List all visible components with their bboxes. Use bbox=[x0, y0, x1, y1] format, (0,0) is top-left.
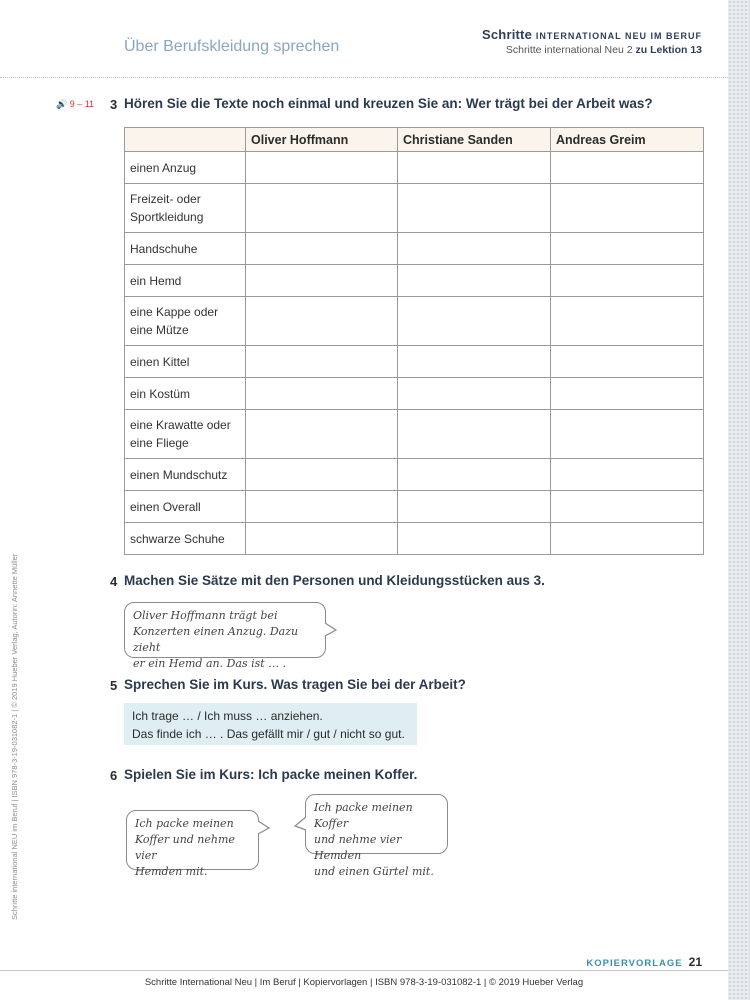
clothing-item-label: einen Overall bbox=[125, 491, 246, 523]
column-header: Andreas Greim bbox=[551, 128, 704, 152]
page-topic: Über Berufskleidung sprechen bbox=[124, 38, 340, 55]
answer-cell[interactable] bbox=[246, 346, 398, 378]
table-row bbox=[125, 184, 704, 233]
answer-cell[interactable] bbox=[246, 410, 398, 459]
brand-subtitle bbox=[482, 44, 702, 56]
answer-cell[interactable] bbox=[246, 378, 398, 410]
table-row bbox=[125, 346, 704, 378]
answer-cell[interactable] bbox=[246, 491, 398, 523]
answer-cell[interactable] bbox=[398, 491, 551, 523]
phrase-box bbox=[124, 703, 417, 745]
clothing-item-label: eine Kappe oder eine Mütze bbox=[125, 297, 246, 346]
answer-cell[interactable] bbox=[551, 346, 704, 378]
page-edge-strip bbox=[728, 0, 750, 1000]
header-divider bbox=[0, 76, 728, 78]
exercise-3-title: Hören Sie die Texte noch einmal und kreuzen Sie an: Wer trägt bei der Arbeit was? bbox=[124, 96, 653, 111]
answer-cell[interactable] bbox=[246, 265, 398, 297]
exercise-3-number: 3 bbox=[110, 97, 118, 112]
table-row bbox=[125, 152, 704, 184]
brand-book: Schritte international Neu 2 bbox=[505, 44, 633, 56]
clothing-item-label: einen Kittel bbox=[125, 346, 246, 378]
exercise-6-number: 6 bbox=[110, 768, 118, 783]
answer-cell[interactable] bbox=[398, 378, 551, 410]
exercise-4-number: 4 bbox=[110, 574, 118, 589]
answer-cell[interactable] bbox=[551, 265, 704, 297]
answer-cell[interactable] bbox=[398, 346, 551, 378]
answer-cell[interactable] bbox=[551, 297, 704, 346]
exercise-6-title: Spielen Sie im Kurs: Ich packe meinen Koffer. bbox=[124, 767, 418, 782]
answer-cell[interactable] bbox=[398, 297, 551, 346]
table-row bbox=[125, 233, 704, 265]
clothing-item-label: einen Mundschutz bbox=[125, 459, 246, 491]
answer-cell[interactable] bbox=[246, 523, 398, 555]
answer-cell[interactable] bbox=[398, 152, 551, 184]
side-credit: Schritte international NEU im Beruf | ISBN 978-3-19-031082-1 | © 2019 Hueber Verlag, Autorin: Annette Müller bbox=[10, 553, 19, 920]
speech-bubble-left: Ich packe meinen Koffer und nehme vier Hemden mit. bbox=[126, 810, 259, 870]
table-row bbox=[125, 410, 704, 459]
exercise-5-number: 5 bbox=[110, 678, 118, 693]
table-row bbox=[125, 265, 704, 297]
table-header-row bbox=[125, 128, 704, 152]
clothing-item-label: Handschuhe bbox=[125, 233, 246, 265]
table-row bbox=[125, 523, 704, 555]
phrase-line: Das finde ich … . Das gefällt mir / gut / nicht so gut. bbox=[132, 727, 405, 741]
answer-cell[interactable] bbox=[398, 523, 551, 555]
answer-cell[interactable] bbox=[551, 410, 704, 459]
speech-bubble-right-tail bbox=[293, 816, 307, 832]
answer-cell[interactable] bbox=[551, 378, 704, 410]
answer-cell[interactable] bbox=[551, 152, 704, 184]
answer-cell[interactable] bbox=[246, 459, 398, 491]
table-row bbox=[125, 378, 704, 410]
page-number: 21 bbox=[688, 955, 702, 969]
clothing-item-label: einen Anzug bbox=[125, 152, 246, 184]
answer-cell[interactable] bbox=[551, 523, 704, 555]
answer-cell[interactable] bbox=[246, 297, 398, 346]
answer-cell[interactable] bbox=[398, 265, 551, 297]
answer-cell[interactable] bbox=[551, 233, 704, 265]
clothing-item-label: eine Krawatte oder eine Fliege bbox=[125, 410, 246, 459]
brand-title bbox=[482, 27, 702, 42]
column-header: Oliver Hoffmann bbox=[246, 128, 398, 152]
table-row bbox=[125, 491, 704, 523]
brand-block bbox=[482, 27, 702, 56]
answer-cell[interactable] bbox=[246, 152, 398, 184]
answer-cell[interactable] bbox=[398, 233, 551, 265]
answer-cell[interactable] bbox=[398, 410, 551, 459]
brand-small: INTERNATIONAL NEU IM BERUF bbox=[535, 31, 702, 41]
clothing-item-label: schwarze Schuhe bbox=[125, 523, 246, 555]
speech-bubble-left-tail bbox=[257, 820, 271, 836]
audio-track-icon[interactable]: 🔊 9 – 11 bbox=[56, 99, 95, 109]
phrase-line: Ich trage … / Ich muss … anziehen. bbox=[132, 709, 323, 723]
answer-cell[interactable] bbox=[551, 459, 704, 491]
speech-bubble-tail bbox=[324, 622, 338, 638]
brand-lesson: zu Lektion 13 bbox=[635, 44, 702, 56]
kopiervorlage-label: KOPIERVORLAGE bbox=[586, 958, 683, 969]
footer-divider bbox=[0, 970, 728, 971]
speech-bubble-example: Oliver Hoffmann trägt bei Konzerten einen Anzug. Dazu zieht er ein Hemd an. Das ist … . bbox=[124, 602, 326, 658]
answer-cell[interactable] bbox=[246, 184, 398, 233]
column-header: Christiane Sanden bbox=[398, 128, 551, 152]
speech-bubble-right: Ich packe meinen Koffer und nehme vier Hemden und einen Gürtel mit. bbox=[305, 794, 448, 854]
answer-cell[interactable] bbox=[551, 491, 704, 523]
page-label bbox=[586, 955, 702, 969]
footer-text: Schritte International Neu | Im Beruf | Kopiervorlagen | ISBN 978-3-19-031082-1 | © 2019 Hueber Verlag bbox=[144, 977, 584, 988]
answer-cell[interactable] bbox=[398, 459, 551, 491]
exercise-5-title: Sprechen Sie im Kurs. Was tragen Sie bei der Arbeit? bbox=[124, 677, 466, 692]
brand-main: Schritte bbox=[482, 27, 533, 42]
clothing-item-label: ein Kostüm bbox=[125, 378, 246, 410]
clothing-item-label: Freizeit- oder Sportkleidung bbox=[125, 184, 246, 233]
clothing-item-label: ein Hemd bbox=[125, 265, 246, 297]
answer-cell[interactable] bbox=[398, 184, 551, 233]
table-row bbox=[125, 297, 704, 346]
table-row bbox=[125, 459, 704, 491]
clothing-table bbox=[124, 127, 704, 555]
exercise-4-title: Machen Sie Sätze mit den Personen und Kleidungsstücken aus 3. bbox=[124, 573, 545, 588]
answer-cell[interactable] bbox=[246, 233, 398, 265]
answer-cell[interactable] bbox=[551, 184, 704, 233]
table-header-empty bbox=[125, 128, 246, 152]
